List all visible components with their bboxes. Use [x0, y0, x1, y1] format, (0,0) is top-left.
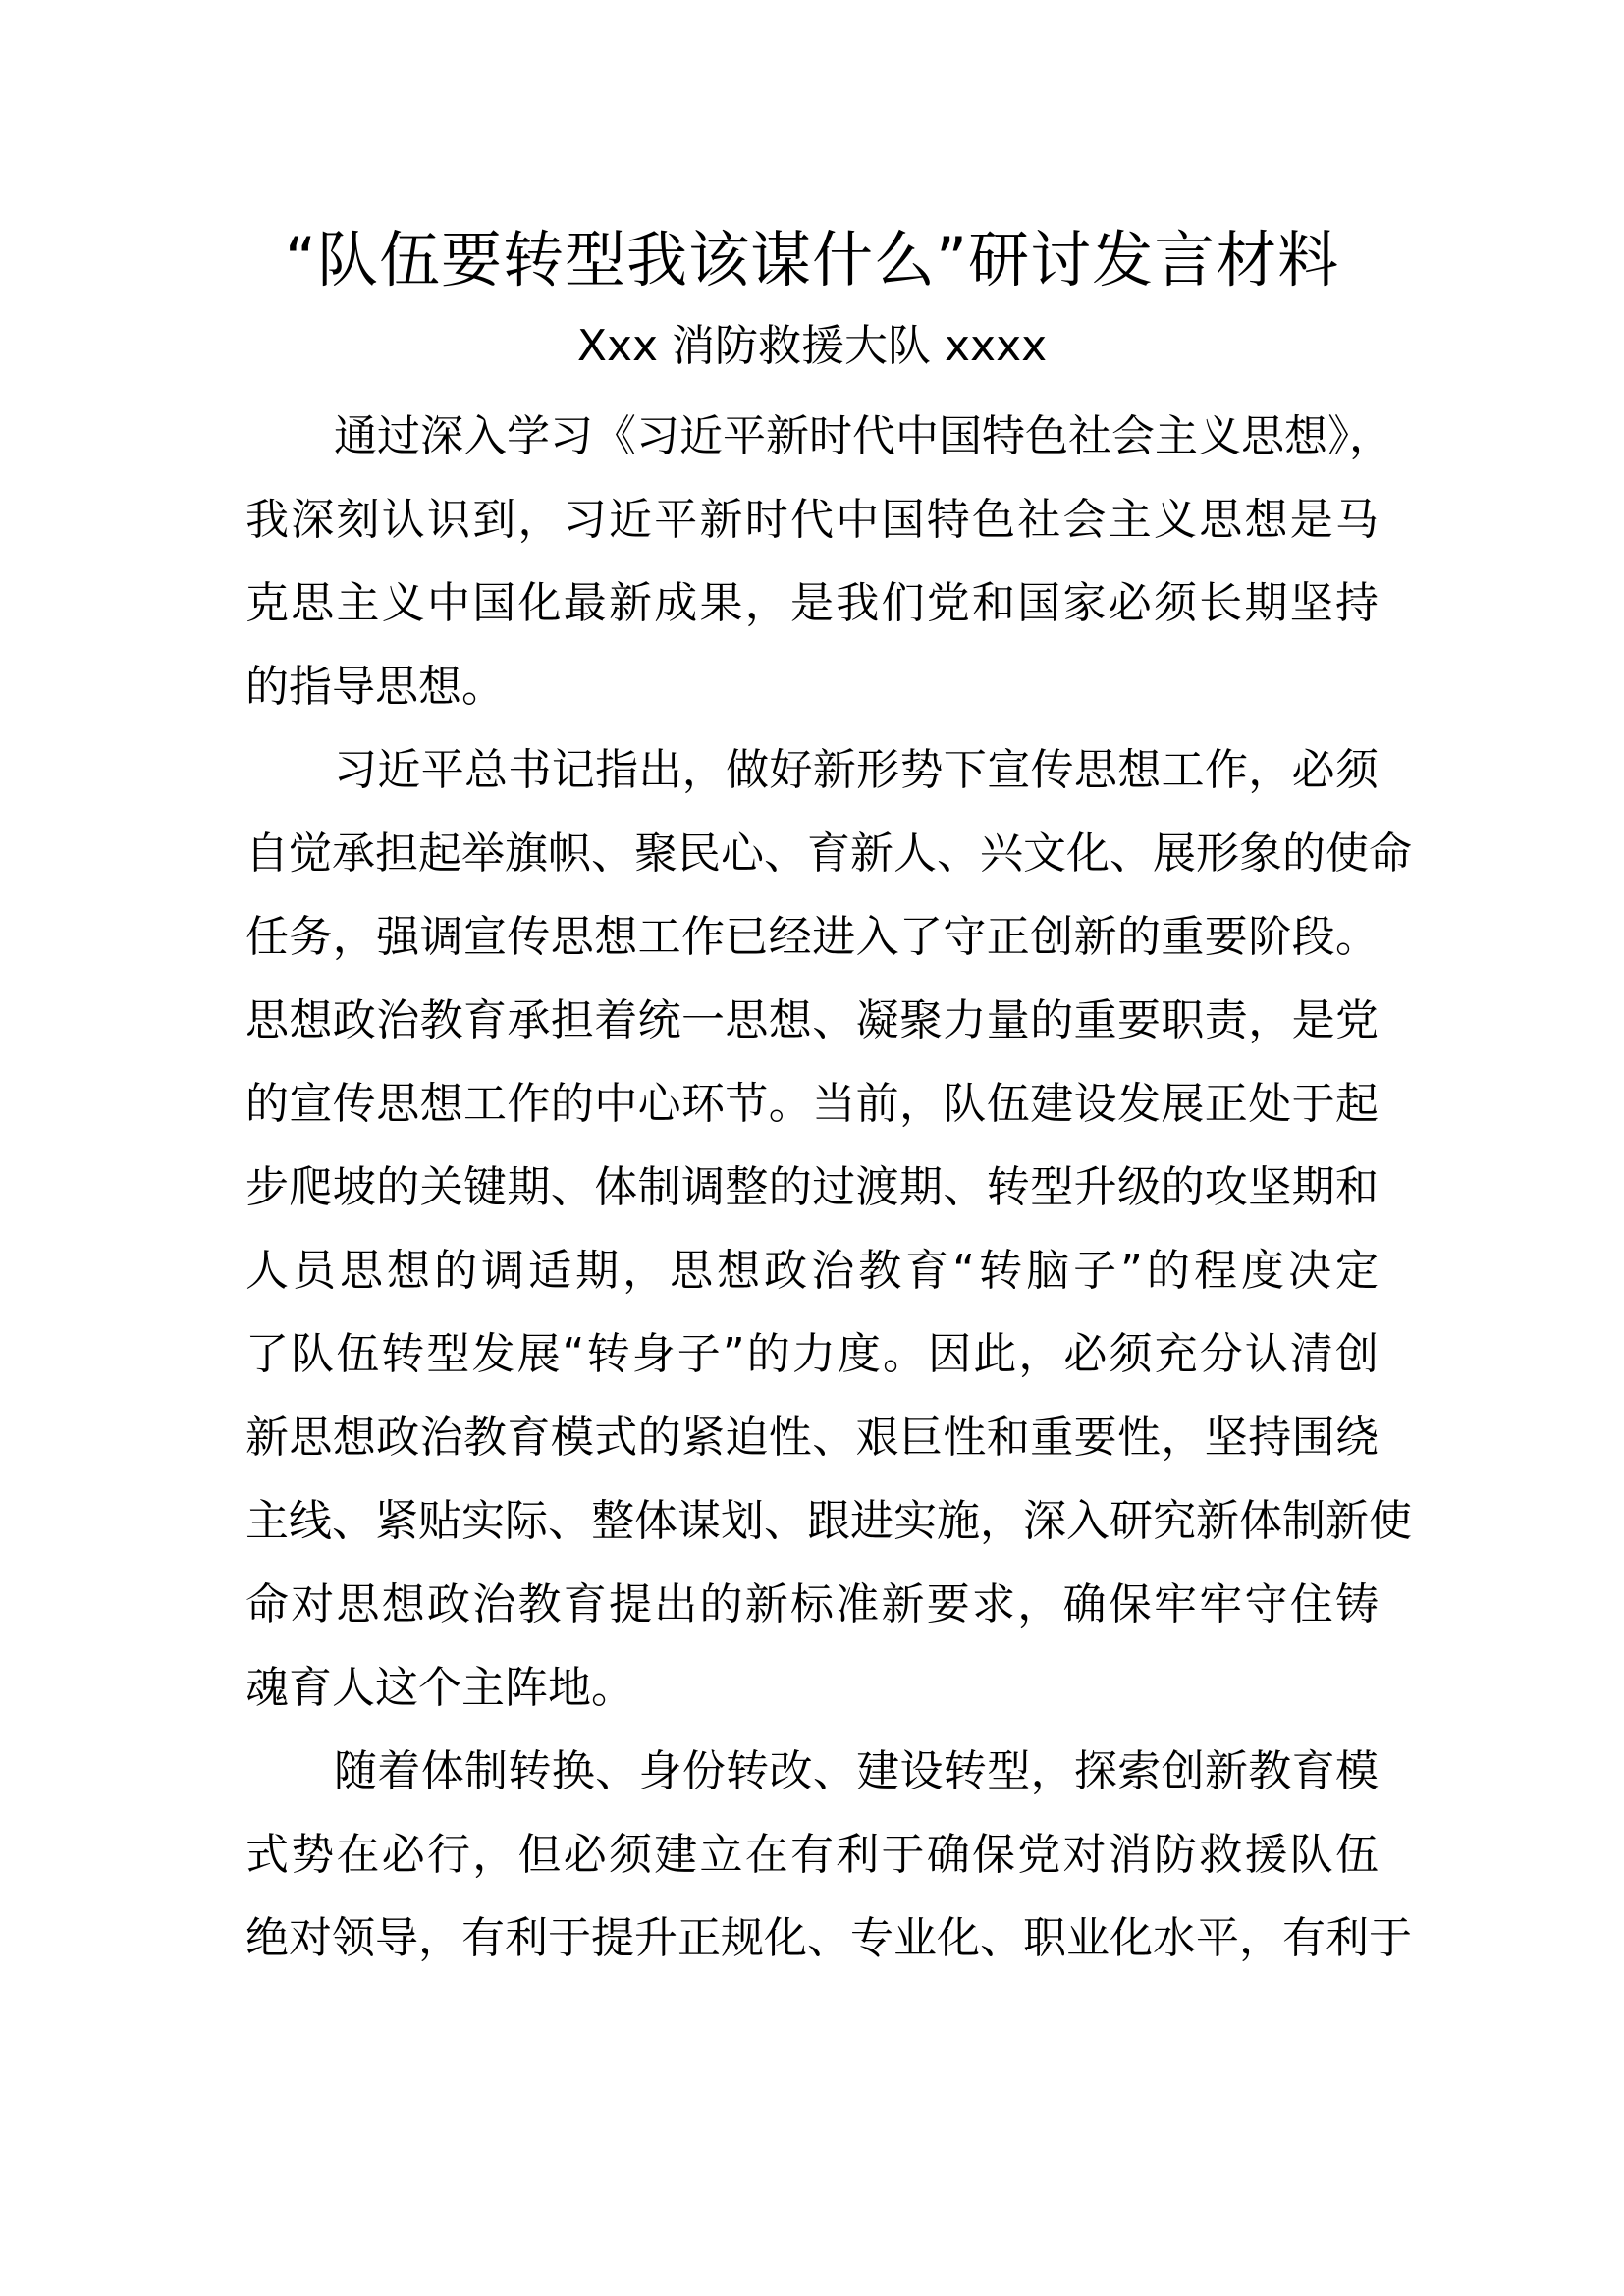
paragraph-line: 习近平总书记指出，做好新形势下宣传思想工作，必须 — [334, 745, 1379, 795]
paragraph-line: 式势在必行，但必须建立在有利于确保党对消防救援队伍 — [245, 1830, 1379, 1880]
paragraph-line: 了队伍转型发展“转身子”的力度。因此，必须充分认清创 — [245, 1329, 1379, 1379]
paragraph-line: 绝对领导，有利于提升正规化、专业化、职业化水平，有利于 — [245, 1913, 1412, 1963]
paragraph-line: 人员思想的调适期，思想政治教育“转脑子”的程度决定 — [245, 1246, 1379, 1296]
paragraph-line: 魂育人这个主阵地。 — [245, 1663, 634, 1713]
paragraph-line: 步爬坡的关键期、体制调整的过渡期、转型升级的攻坚期和 — [245, 1162, 1379, 1212]
paragraph-line: 的指导思想。 — [245, 662, 505, 712]
paragraph-line: 的宣传思想工作的中心环节。当前，队伍建设发展正处于起 — [245, 1079, 1379, 1129]
paragraph-line: 克思主义中国化最新成果，是我们党和国家必须长期坚持 — [245, 578, 1379, 628]
paragraph-line: 任务，强调宣传思想工作已经进入了守正创新的重要阶段。 — [245, 912, 1379, 962]
paragraph-line: 主线、紧贴实际、整体谋划、跟进实施，深入研究新体制新使 — [245, 1496, 1412, 1546]
document-subtitle: Xxx 消防救援大队 xxxx — [576, 321, 1048, 371]
document-title: “队伍要转型我该谋什么”研讨发言材料 — [284, 224, 1340, 295]
paragraph-line: 命对思想政治教育提出的新标准新要求，确保牢牢守住铸 — [245, 1579, 1379, 1629]
paragraph-line: 思想政治教育承担着统一思想、凝聚力量的重要职责，是党 — [245, 995, 1379, 1045]
paragraph-line: 随着体制转换、身份转改、建设转型，探索创新教育模 — [334, 1746, 1379, 1796]
paragraph-line: 通过深入学习《习近平新时代中国特色社会主义思想》， — [334, 411, 1392, 461]
paragraph-line: 我深刻认识到，习近平新时代中国特色社会主义思想是马 — [245, 495, 1379, 545]
paragraph-line: 新思想政治教育模式的紧迫性、艰巨性和重要性，坚持围绕 — [245, 1413, 1379, 1463]
paragraph-line: 自觉承担起举旗帜、聚民心、育新人、兴文化、展形象的使命 — [245, 828, 1412, 879]
